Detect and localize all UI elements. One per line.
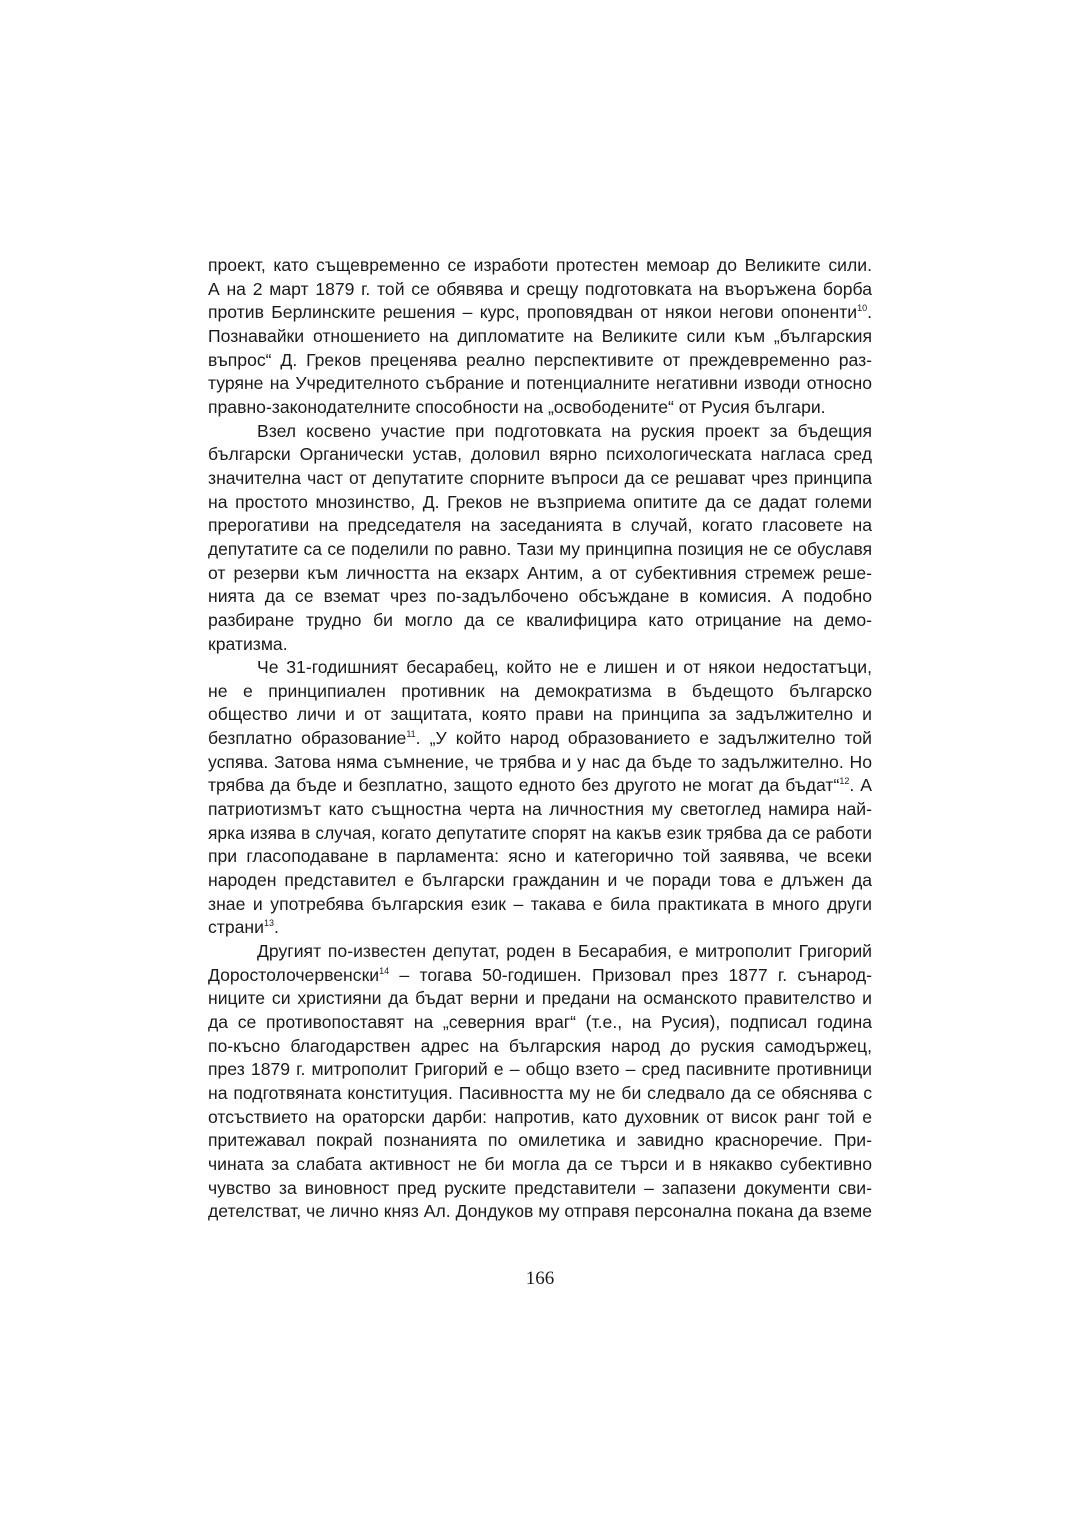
body-text [208, 254, 872, 1224]
footnote-ref-11: 11 [406, 729, 416, 740]
text-line: безплатно образование$^{11}$. „У който народ образованието е задължително той [208, 728, 872, 749]
text-line: ниците си християни да бъдат верни и предани на османското правителство и [208, 988, 872, 1009]
text-line: общество личи и от защитата, която прави на принципа за задължително и [208, 704, 872, 725]
paragraph-4 [208, 940, 872, 1224]
text-line: кратизма. [208, 633, 288, 654]
paragraph-1 [208, 254, 872, 420]
footnote-ref-14: 14 [379, 965, 390, 976]
footnote-ref-12: 12 [839, 776, 850, 787]
text-line: да се противопоставят на „северния враг“ (т.е., на Русия), подписал година [208, 1012, 872, 1032]
text-line: ярка изява в случая, когато депутатите спорят на какъв език трябва да се работи [208, 822, 872, 843]
paragraph-3 [208, 656, 872, 940]
text-line: трябва да бъде и безплатно, защото едното без другото не могат да бъдат“$^{12}$. А [208, 775, 872, 796]
text-line: проект, като същевременно се изработи протестен мемоар до Великите сили. [208, 255, 872, 275]
text-line: Доростолочервенски$^{14}$ – тогава 50-годишен. Призовал през 1877 г. сънарод- [208, 964, 872, 985]
text-line: български Органически устав, доловил вярно психологическата нагласа сред [208, 444, 872, 465]
text-line: през 1879 г. митрополит Григорий е – общо взето – сред пасивните противници [208, 1059, 872, 1080]
text-line: не е принципиален противник на демократизма в бъдещото българско [208, 680, 872, 701]
text-line: Другият по-известен депутат, роден в Бесарабия, е митрополит Григорий [257, 941, 872, 962]
text-line: въпрос“ Д. Греков преценява реално перспективите от преждевременно раз- [208, 349, 872, 370]
text-line: народен представител е български гражданин и че поради това е длъжен да [208, 870, 872, 891]
text-line: депутатите са се поделили по равно. Тази му принципна позиция не се обуславя [208, 538, 872, 559]
text-line: прерогативи на председателя на заседанията в случай, когато гласовете на [208, 515, 872, 536]
text-line: знае и употребява българския език – такава е била практиката в много други [208, 893, 872, 914]
page-number: 166 [525, 1268, 555, 1289]
text-line: чувство за виновност пред руските представители – запазени документи сви- [208, 1177, 872, 1198]
text-line: нията да се вземат чрез по-задълбочено обсъждане в комисия. А подобно [208, 586, 872, 607]
text-line: Че 31-годишният бесарабец, който не е лишен и от някои недостатъци, [257, 657, 872, 678]
text-line: против Берлинските решения – курс, проповядван от някои негови опоненти$^{10}$. [208, 302, 872, 323]
text-line: при гласоподаване в парламента: ясно и категорично той заявява, че всеки [208, 846, 872, 867]
text-line: отсъствието на ораторски дарби: напротив, като духовник от висок ранг той е [208, 1106, 872, 1127]
text-line: Познавайки отношението на дипломатите на Великите сили към „българския [208, 325, 872, 346]
text-line: страни$^{13}$. [208, 917, 279, 938]
text-line: чината за слабата активност не би могла да се търси и в някакво субективно [208, 1153, 872, 1174]
text-line: правно-законодателните способности на „освободените“ от Русия българи. [208, 396, 826, 417]
text-line: успява. Затова няма съмнение, че трябва и у нас да бъде то задължително. Но [208, 751, 872, 772]
footnote-ref-10: 10 [857, 303, 868, 314]
text-line: детелстват, че лично княз Ал. Дондуков му отправя персонална покана да вземе [208, 1201, 872, 1222]
text-line: притежавал покрай познанията по омилетика и завидно красноречие. При- [208, 1130, 872, 1151]
text-line: от резерви към личността на екзарх Антим, а от субективния стремеж реше- [208, 562, 872, 583]
text-line: на простото мнозинство, Д. Греков не възприема опитите да се дадат големи [208, 491, 872, 512]
paragraph-2 [208, 420, 872, 657]
text-line: А на 2 март 1879 г. той се обявява и срещу подготовката на въоръжена борба [208, 278, 872, 299]
text-line: значителна част от депутатите спорните въпроси да се решават чрез принципа [208, 467, 872, 488]
text-line: патриотизмът като същностна черта на личностния му светоглед намира най- [208, 799, 872, 820]
text-line: Взел косвено участие при подготовката на руския проект за бъдещия [257, 420, 872, 441]
text-line: разбиране трудно би могло да се квалифицира като отрицание на демо- [208, 609, 872, 630]
text-line: на подготвяната конституция. Пасивността му не би следвало да се обяснява с [208, 1082, 872, 1103]
footnote-ref-13: 13 [263, 918, 274, 929]
text-line: по-късно благодарствен адрес на българския народ до руския самодържец, [208, 1035, 872, 1056]
text-line: туряне на Учредителното събрание и потенциалните негативни изводи относно [208, 373, 872, 394]
